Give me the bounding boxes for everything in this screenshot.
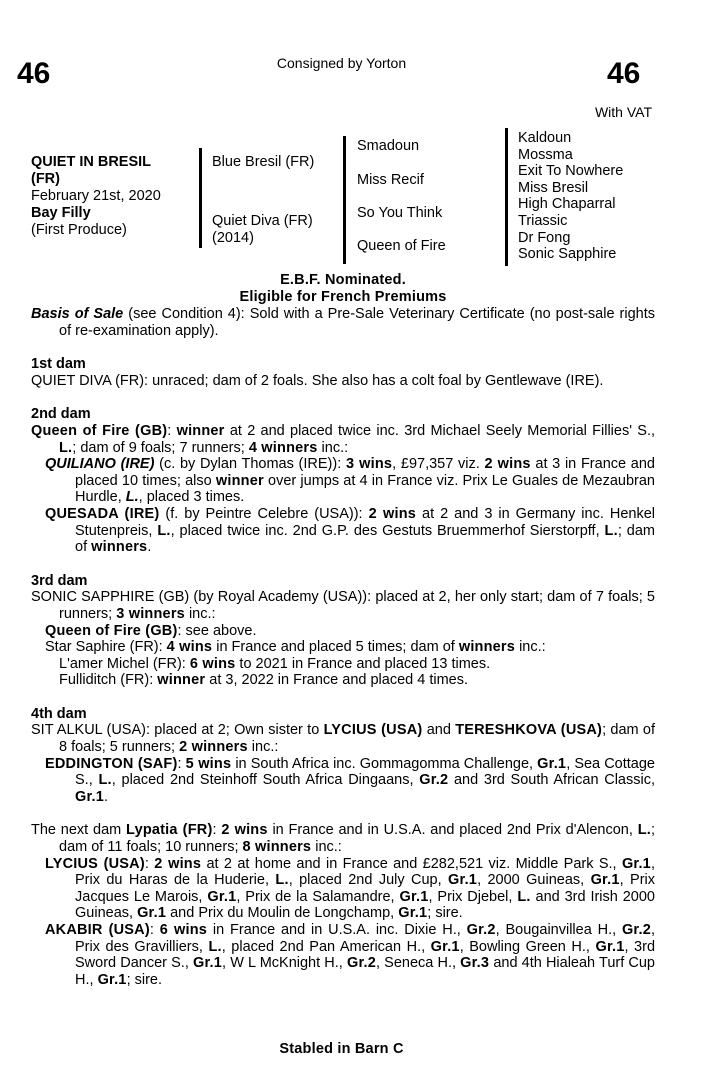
produce-eddington: EDDINGTON (SAF): 5 wins in South Africa inc. Gommagomma Challenge, Gr.1, Sea Cottage S., L., placed 2nd Steinhoff South Africa Dingaans, Gr.2 and 3rd South African Classic, Gr.1. [45,755,655,805]
produce-queen-of-fire: Queen of Fire (GB): see above. [45,622,257,639]
french-premiums-notice: Eligible for French Premiums [239,289,447,305]
basis-label: Basis of Sale [31,306,124,322]
produce-lamer-michel: L'amer Michel (FR): 6 wins to 2021 in France and placed 13 times. [59,655,491,672]
gen3-entry: Triassic [518,212,568,229]
third-dam-heading: 3rd dam [31,572,88,589]
produce-quiliano: QUILIANO (IRE) (c. by Dylan Thomas (IRE)): 3 wins, £97,357 viz. 2 wins at 3 in France and placed 10 times; also winner over jumps at 4 in France viz. Prix Le Guales de Mezaubran Hurdle, L., placed 3 times. [45,456,656,506]
produce-note: (First Produce) [31,222,127,238]
pedigree-divider-2 [343,136,346,264]
consignor-line: Consigned by Yorton [276,55,407,71]
horse-info [31,154,201,239]
gen3-entry: Kaldoun [518,130,572,146]
foaling-date: February 21st, 2020 [31,188,161,204]
produce-akabir: AKABIR (USA): 6 wins in France and in U.S.A. inc. Dixie H., Gr.2, Bougainvillea H., Gr.2, Prix des Gravilliers, L., placed 2nd Pan American H., Gr.1, Bowling Green H., Gr.1, 3rd Sword Dancer S., Gr.1, W L McKnight H., Gr.2, Seneca H., Gr.3 and 4th Hialeah Turf Cup H., Gr.1; sire. [45,922,656,988]
gen3-entry: Sonic Sapphire [518,246,617,263]
ebf-notice: E.B.F. Nominated. [280,272,406,288]
pedigree-dam [212,213,313,247]
gen3-entry: Miss Bresil [518,179,589,196]
gen3-entry: Mossma [518,146,573,163]
pedigree-dam-sire: So You Think [357,205,443,221]
gen3-entry: Exit To Nowhere [518,163,624,180]
produce-lycius: LYCIUS (USA): 2 wins at 2 at home and in France and £282,521 viz. Middle Park S., Gr.1, Prix du Haras de la Huderie, L., placed 2nd July Cup, Gr.1, 2000 Guineas, Gr.1, Prix Jacques Le Marois, Gr.1, Prix de la Salamandre, Gr.1, Prix Djebel, L. and 3rd Irish 2000 Guineas, Gr.1 and Prix du Moulin de Longchamp, Gr.1; sire. [45,855,655,922]
lot-number-left: 46 [17,57,51,90]
horse-sex: Bay Filly [31,205,91,221]
next-dam-text: The next dam Lypatia (FR): 2 wins in France and in U.S.A. and placed 2nd Prix d'Alencon, L.; dam of 11 foals; 10 runners; 8 winners inc.: [31,822,656,856]
gen3-entry: Dr Fong [518,229,571,246]
pedigree-dam-year: (2014) [212,230,254,246]
fourth-dam-text: SIT ALKUL (USA): placed at 2; Own sister to LYCIUS (USA) and TERESHKOVA (USA); dam of 8 foals; 5 runners; 2 winners inc.: [31,722,656,756]
second-dam-text: Queen of Fire (GB): winner at 2 and placed twice inc. 3rd Michael Seely Memorial Fillies' S., L.; dam of 9 foals; 7 runners; 4 winners inc.: [31,422,656,456]
horse-name-country: (FR) [31,171,60,187]
fourth-dam-heading: 4th dam [31,705,87,722]
produce-star-saphire: Star Saphire (FR): 4 wins in France and placed 5 times; dam of winners inc.: [45,639,546,656]
gen3-entry: High Chaparral [518,196,616,213]
pedigree-divider-1 [199,148,202,248]
basis-of-sale: Basis of Sale (see Condition 4): Sold with a Pre-Sale Veterinary Certificate (no post-sale rights of re-examination apply). [31,306,655,339]
pedigree-sire-sire: Smadoun [357,138,420,154]
horse-name: QUIET IN BRESIL [31,154,152,170]
third-dam-text: SONIC SAPPHIRE (GB) (by Royal Academy (USA)): placed at 2, her only start; dam of 7 foals; 5 runners; 3 winners inc.: [31,589,655,622]
produce-fulliditch: Fulliditch (FR): winner at 3, 2022 in France and placed 4 times. [59,672,469,689]
pedigree-divider-3 [505,128,508,266]
produce-quesada: QUESADA (IRE) (f. by Peintre Celebre (USA)): 2 wins at 2 and 3 in Germany inc. Henkel Stutenpreis, L., placed twice inc. 2nd G.P. des Gestuts Bruemmerhof Sierstorpff, L.; dam of winners. [45,505,656,556]
pedigree-dam-dam: Queen of Fire [357,238,446,254]
lot-number-right: 46 [607,57,641,90]
pedigree-sire: Blue Bresil (FR) [212,154,315,170]
pedigree-sire-dam: Miss Recif [357,172,424,188]
pedigree-third-generation [518,130,623,263]
catalogue-body [31,306,655,988]
vat-note: With VAT [594,104,652,120]
first-dam-heading: 1st dam [31,356,86,373]
second-dam-heading: 2nd dam [31,406,91,423]
stabled-note: Stabled in Barn C [279,1041,404,1057]
first-dam-text: QUIET DIVA (FR): unraced; dam of 2 foals. She also has a colt foal by Gentlewave (IRE). [31,372,604,389]
pedigree-dam-name: Quiet Diva (FR) [212,213,313,229]
